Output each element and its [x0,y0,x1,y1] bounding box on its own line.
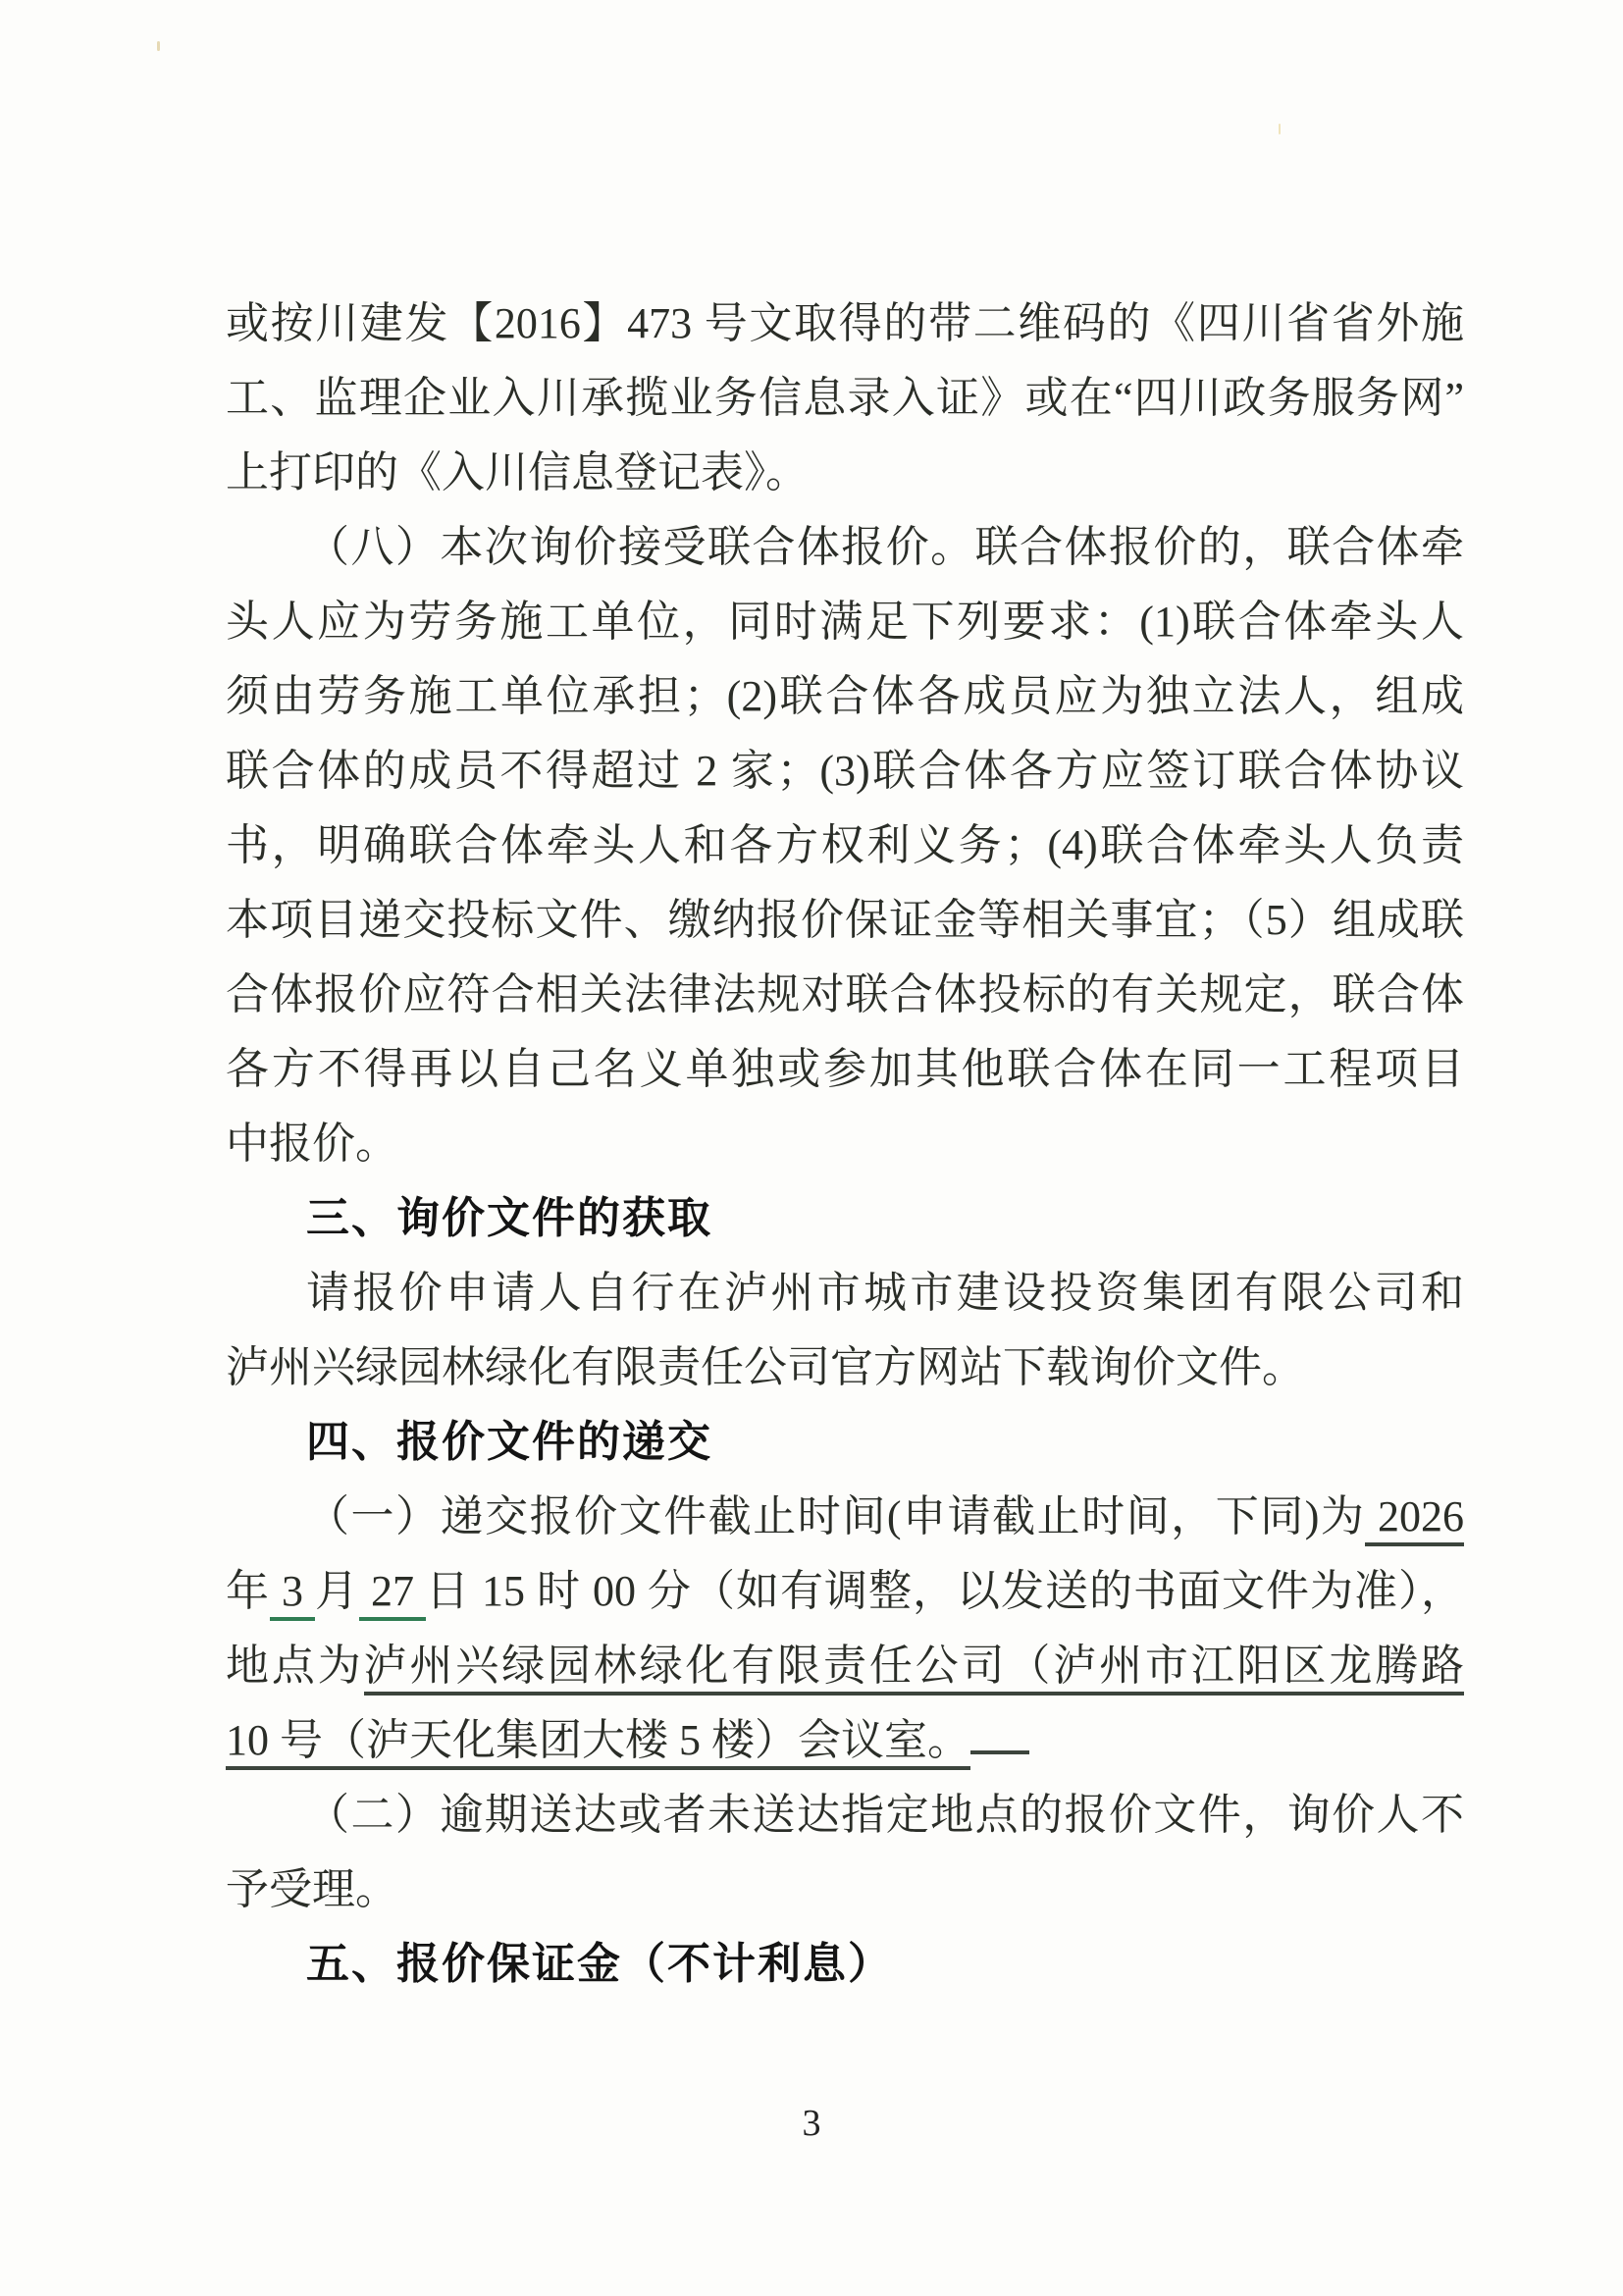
text-segment: 合体报价应符合相关法律法规对联合体投标的有关规定，联合体 [226,970,1464,1018]
text-segment: 中报价。 [226,1120,398,1168]
underlined-text: 泸州兴绿园林绿化有限责任公司（泸州市江阳区龙腾路 [364,1642,1464,1696]
text-line [226,436,1464,510]
text-line [226,659,1464,734]
section-heading [226,1405,1464,1480]
text-segment: 泸州兴绿园林绿化有限责任公司官方网站下载询价文件。 [226,1343,1305,1391]
text-segment: 四、报价文件的递交 [306,1417,712,1467]
text-segment: （八）本次询价接受联合体报价。联合体报价的，联合体牵 [306,523,1464,571]
text-segment: 头人应为劳务施工单位，同时满足下列要求：(1)联合体牵头人 [226,598,1464,646]
text-line [226,883,1464,958]
text-segment: 书，明确联合体牵头人和各方权利义务；(4)联合体牵头人负责 [226,821,1464,869]
scan-speck [157,41,160,51]
text-line [226,1256,1464,1331]
text-segment: 年 [226,1567,270,1615]
underlined-text: 3 [270,1567,315,1621]
text-line [226,1554,1464,1629]
underlined-text [970,1739,1029,1754]
underlined-text: 2026 [1365,1492,1464,1546]
text-line [226,1778,1464,1852]
scan-speck [1279,124,1281,134]
text-line [226,510,1464,585]
text-line [226,1032,1464,1107]
text-line [226,734,1464,809]
text-segment: 请报价申请人自行在泸州市城市建设投资集团有限公司和 [306,1269,1464,1317]
underlined-text: 27 [359,1567,426,1621]
text-line [226,958,1464,1032]
underlined-text: 10 号（泸天化集团大楼 5 楼）会议室。 [226,1716,970,1770]
text-segment: 月 [315,1567,359,1615]
text-line [226,1480,1464,1554]
section-heading [226,1181,1464,1256]
text-line [226,809,1464,883]
text-segment: 本项目递交投标文件、缴纳报价保证金等相关事宜；（5）组成联 [226,896,1464,944]
text-segment: 或按川建发【2016】473 号文取得的带二维码的《四川省省外施 [226,299,1464,347]
text-line [226,1629,1464,1703]
text-segment: （二）逾期送达或者未送达指定地点的报价文件，询价人不 [306,1791,1464,1839]
section-heading [226,1927,1464,2002]
text-segment: 联合体的成员不得超过 2 家；(3)联合体各方应签订联合体协议 [226,747,1464,795]
text-line [226,361,1464,436]
text-segment: 各方不得再以自己名义单独或参加其他联合体在同一工程项目 [226,1045,1464,1093]
text-segment: 日 15 时 00 分（如有调整，以发送的书面文件为准）， [426,1567,1464,1615]
text-line [226,1703,1464,1778]
text-segment: （一）递交报价文件截止时间(申请截止时间，下同)为 [306,1492,1366,1540]
text-line [226,1852,1464,1927]
text-line [226,585,1464,659]
text-line [226,1331,1464,1405]
text-segment: 须由劳务施工单位承担；(2)联合体各成员应为独立法人，组成 [226,672,1464,720]
text-segment: 三、询价文件的获取 [306,1193,712,1243]
text-line [226,1107,1464,1181]
text-segment: 上打印的《入川信息登记表》。 [226,448,809,496]
document-body [226,287,1464,2002]
text-segment: 地点为 [226,1642,364,1690]
text-segment: 五、报价保证金（不计利息） [306,1939,893,1989]
text-segment: 予受理。 [226,1865,398,1913]
text-line [226,287,1464,361]
page-number: 3 [802,2103,821,2144]
text-segment: 工、监理企业入川承揽业务信息录入证》或在“四川政务服务网” [226,374,1464,422]
